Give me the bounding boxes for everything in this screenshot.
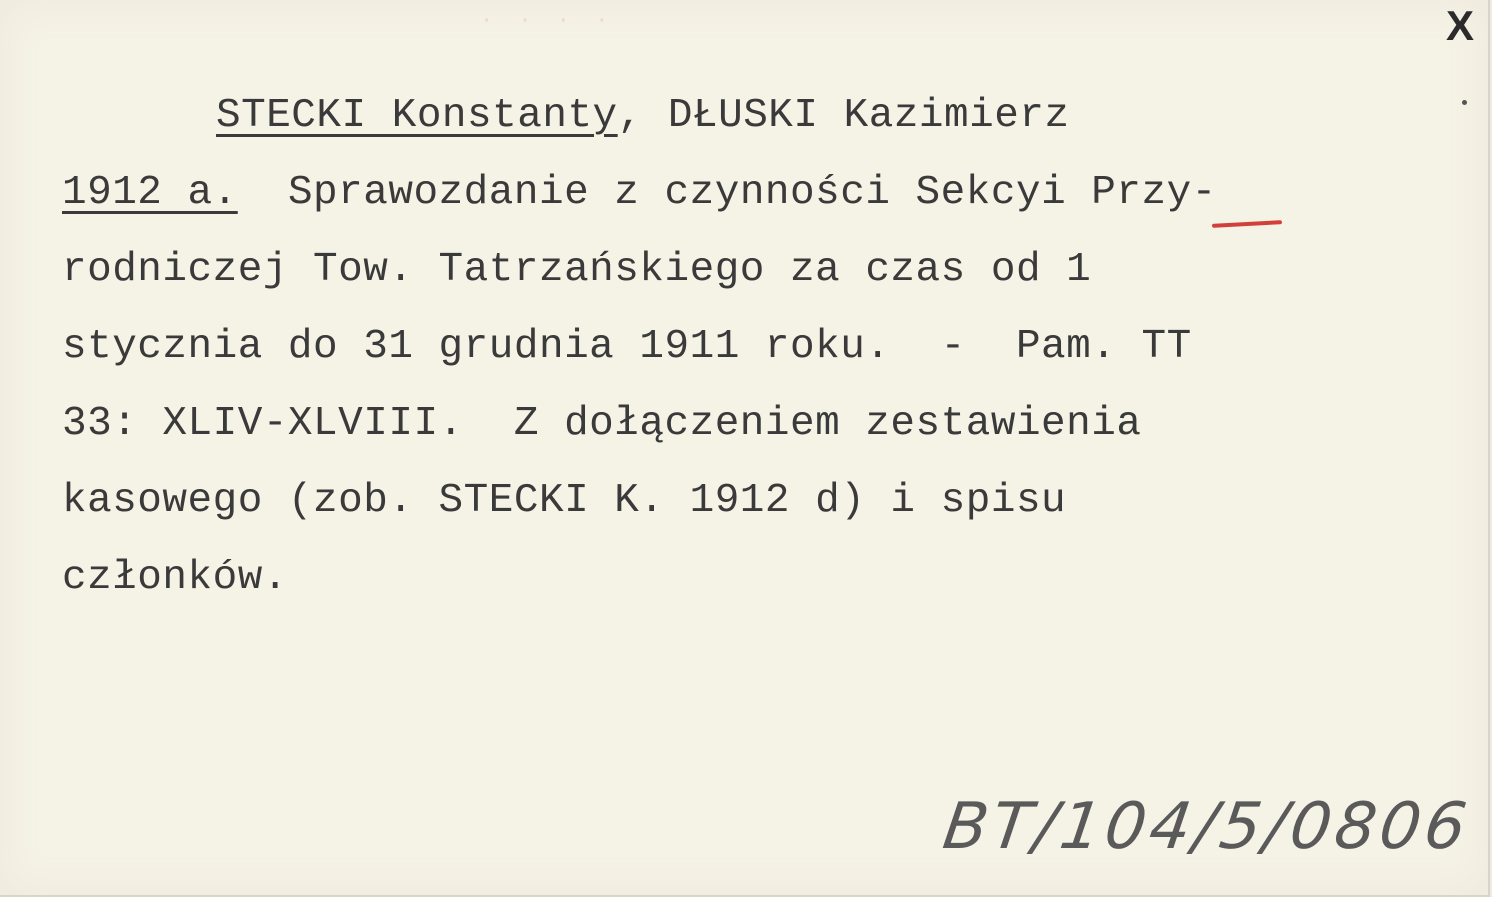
heading-line [62,78,1462,155]
entry-line-2: rodniczej Tow. Tatrzańskiego za czas od 1 [62,247,1092,293]
entry-line-4: 33: XLIV-XLVIII. Z dołączeniem zestawienia [62,401,1142,447]
author-separator: , [617,93,668,139]
author-primary: STECKI Konstanty [216,93,618,139]
ink-dot [1462,100,1467,105]
handwritten-call-number: BT/104/5/0806 [938,790,1475,864]
title-text-1: Sprawozdanie z czynności Sekcyi Przy- [237,170,1217,216]
typed-entry [62,78,1462,617]
entry-id: 1912 a. [62,170,238,216]
entry-line-5: kasowego (zob. STECKI K. 1912 d) i spisu [62,478,1067,524]
entry-line-1 [62,155,1462,232]
author-secondary: DŁUSKI Kazimierz [667,93,1070,139]
entry-line-6: członków. [62,555,288,601]
entry-line-3: stycznia do 31 grudnia 1911 roku. - Pam. TT [62,324,1192,370]
corner-x-mark: X [1446,2,1475,49]
faint-bleedthrough: · · · · [480,8,615,33]
